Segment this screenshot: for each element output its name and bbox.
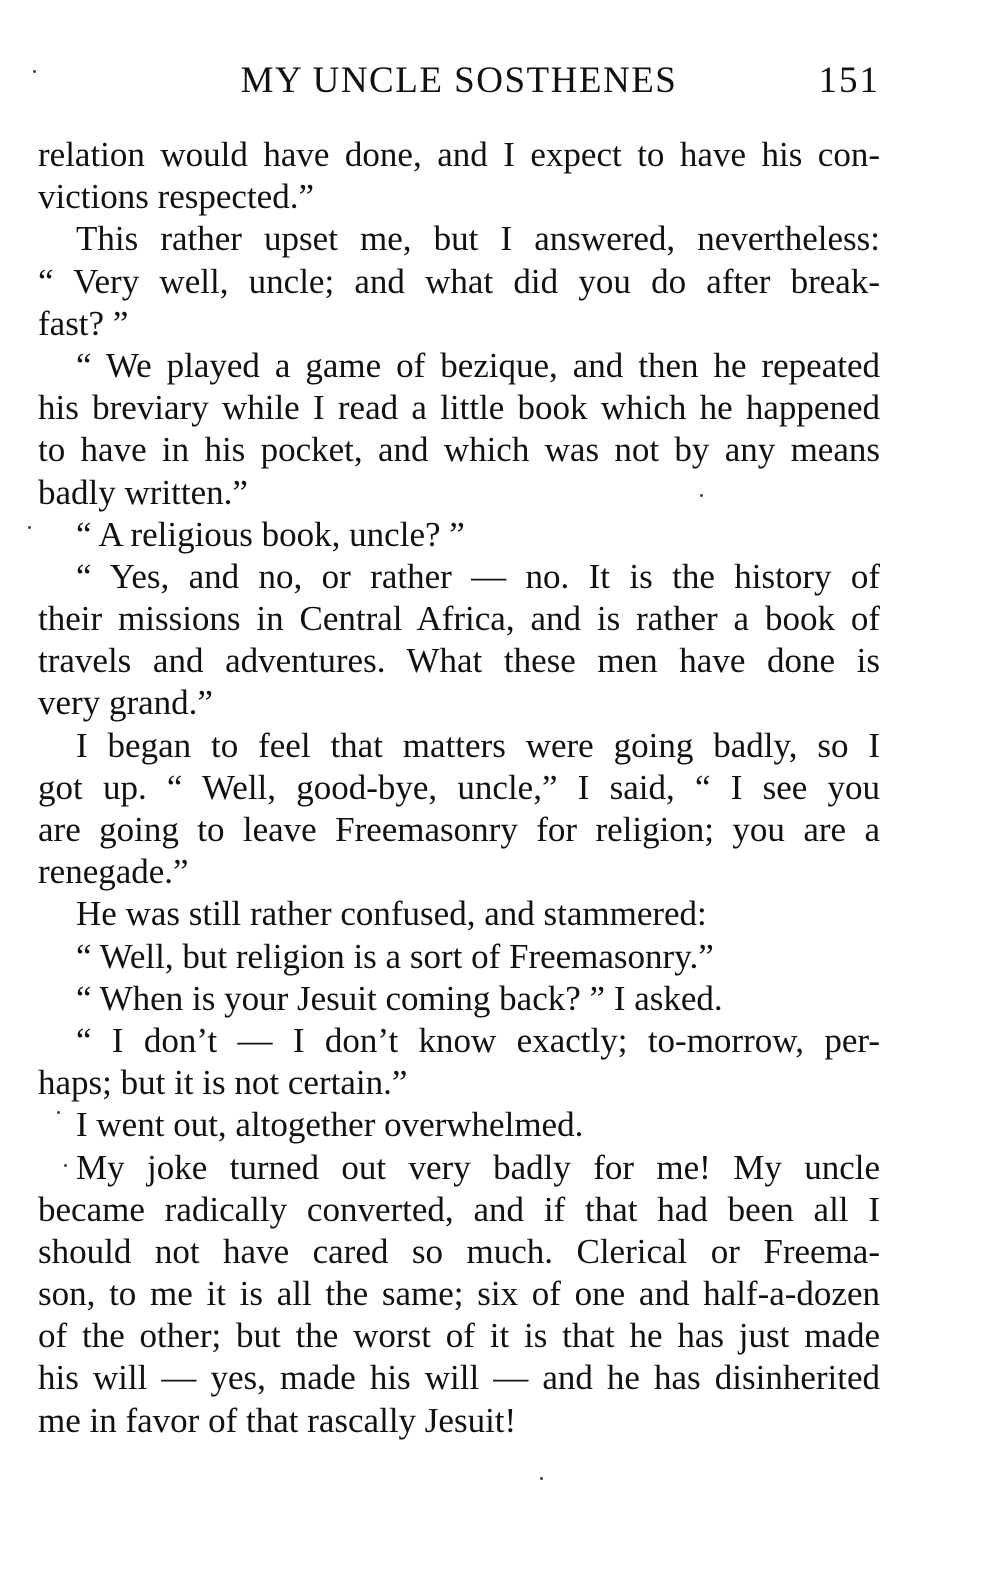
text-line: renegade.”: [38, 852, 189, 892]
text-line: “ Very well, uncle; and what did you do after break-: [38, 261, 880, 301]
text-line: are going to leave Freemasonry for religion; you are a: [38, 810, 880, 849]
text-line: of the other; but the worst of it is that he has just made: [38, 1316, 880, 1356]
text-line: My joke turned out very badly for me! My uncle: [76, 1147, 880, 1187]
text-line: me in favor of that rascally Jesuit!: [38, 1400, 517, 1440]
text-line: victions respected.”: [38, 177, 315, 217]
page-number: 151: [818, 60, 880, 101]
print-speck: [28, 526, 31, 529]
body-text: [38, 134, 880, 1442]
text-line: should not have cared so much. Clerical or Freema-: [38, 1231, 880, 1271]
text-line: very grand.”: [38, 683, 213, 723]
text-line: son, to me it is all the same; six of one and half-a-dozen: [38, 1274, 880, 1314]
text-line: his breviary while I read a little book which he happened: [38, 388, 880, 428]
text-line: became radically converted, and if that had been all I: [38, 1189, 880, 1229]
text-line: “ I don’t — I don’t know exactly; to-morrow, per-: [76, 1020, 880, 1060]
text-line: their missions in Central Africa, and is rather a book of: [38, 599, 880, 639]
text-line: travels and adventures. What these men have done is: [38, 641, 880, 681]
print-speck: [33, 70, 36, 73]
running-head: [38, 58, 880, 104]
text-line: fast? ”: [38, 303, 129, 343]
text-line: I began to feel that matters were going badly, so I: [76, 725, 880, 765]
text-line: haps; but it is not certain.”: [38, 1063, 408, 1103]
running-title: MY UNCLE SOSTHENES: [240, 60, 678, 101]
text-line: relation would have done, and I expect to have his con-: [38, 135, 880, 174]
text-line: to have in his pocket, and which was not by any means: [38, 430, 880, 470]
text-line: his will — yes, made his will — and he has disinherited: [38, 1358, 880, 1398]
text-line: “ A religious book, uncle? ”: [76, 514, 465, 554]
text-line: got up. “ Well, good-bye, uncle,” I said, “ I see you: [38, 767, 880, 807]
print-speck: [57, 1111, 60, 1114]
text-line: “ When is your Jesuit coming back? ” I asked.: [76, 978, 723, 1018]
print-speck: [64, 1164, 67, 1167]
print-speck: [540, 1477, 543, 1480]
text-line: I went out, altogether overwhelmed.: [76, 1105, 584, 1145]
text-line: “ We played a game of bezique, and then he repeated: [76, 345, 880, 385]
text-line: This rather upset me, but I answered, nevertheless:: [76, 219, 880, 259]
text-line: “ Well, but religion is a sort of Freemasonry.”: [76, 936, 714, 976]
print-speck: [700, 494, 703, 497]
text-line: “ Yes, and no, or rather — no. It is the history of: [76, 556, 880, 596]
text-line: He was still rather confused, and stammered:: [76, 894, 707, 934]
text-line: badly written.”: [38, 472, 248, 512]
